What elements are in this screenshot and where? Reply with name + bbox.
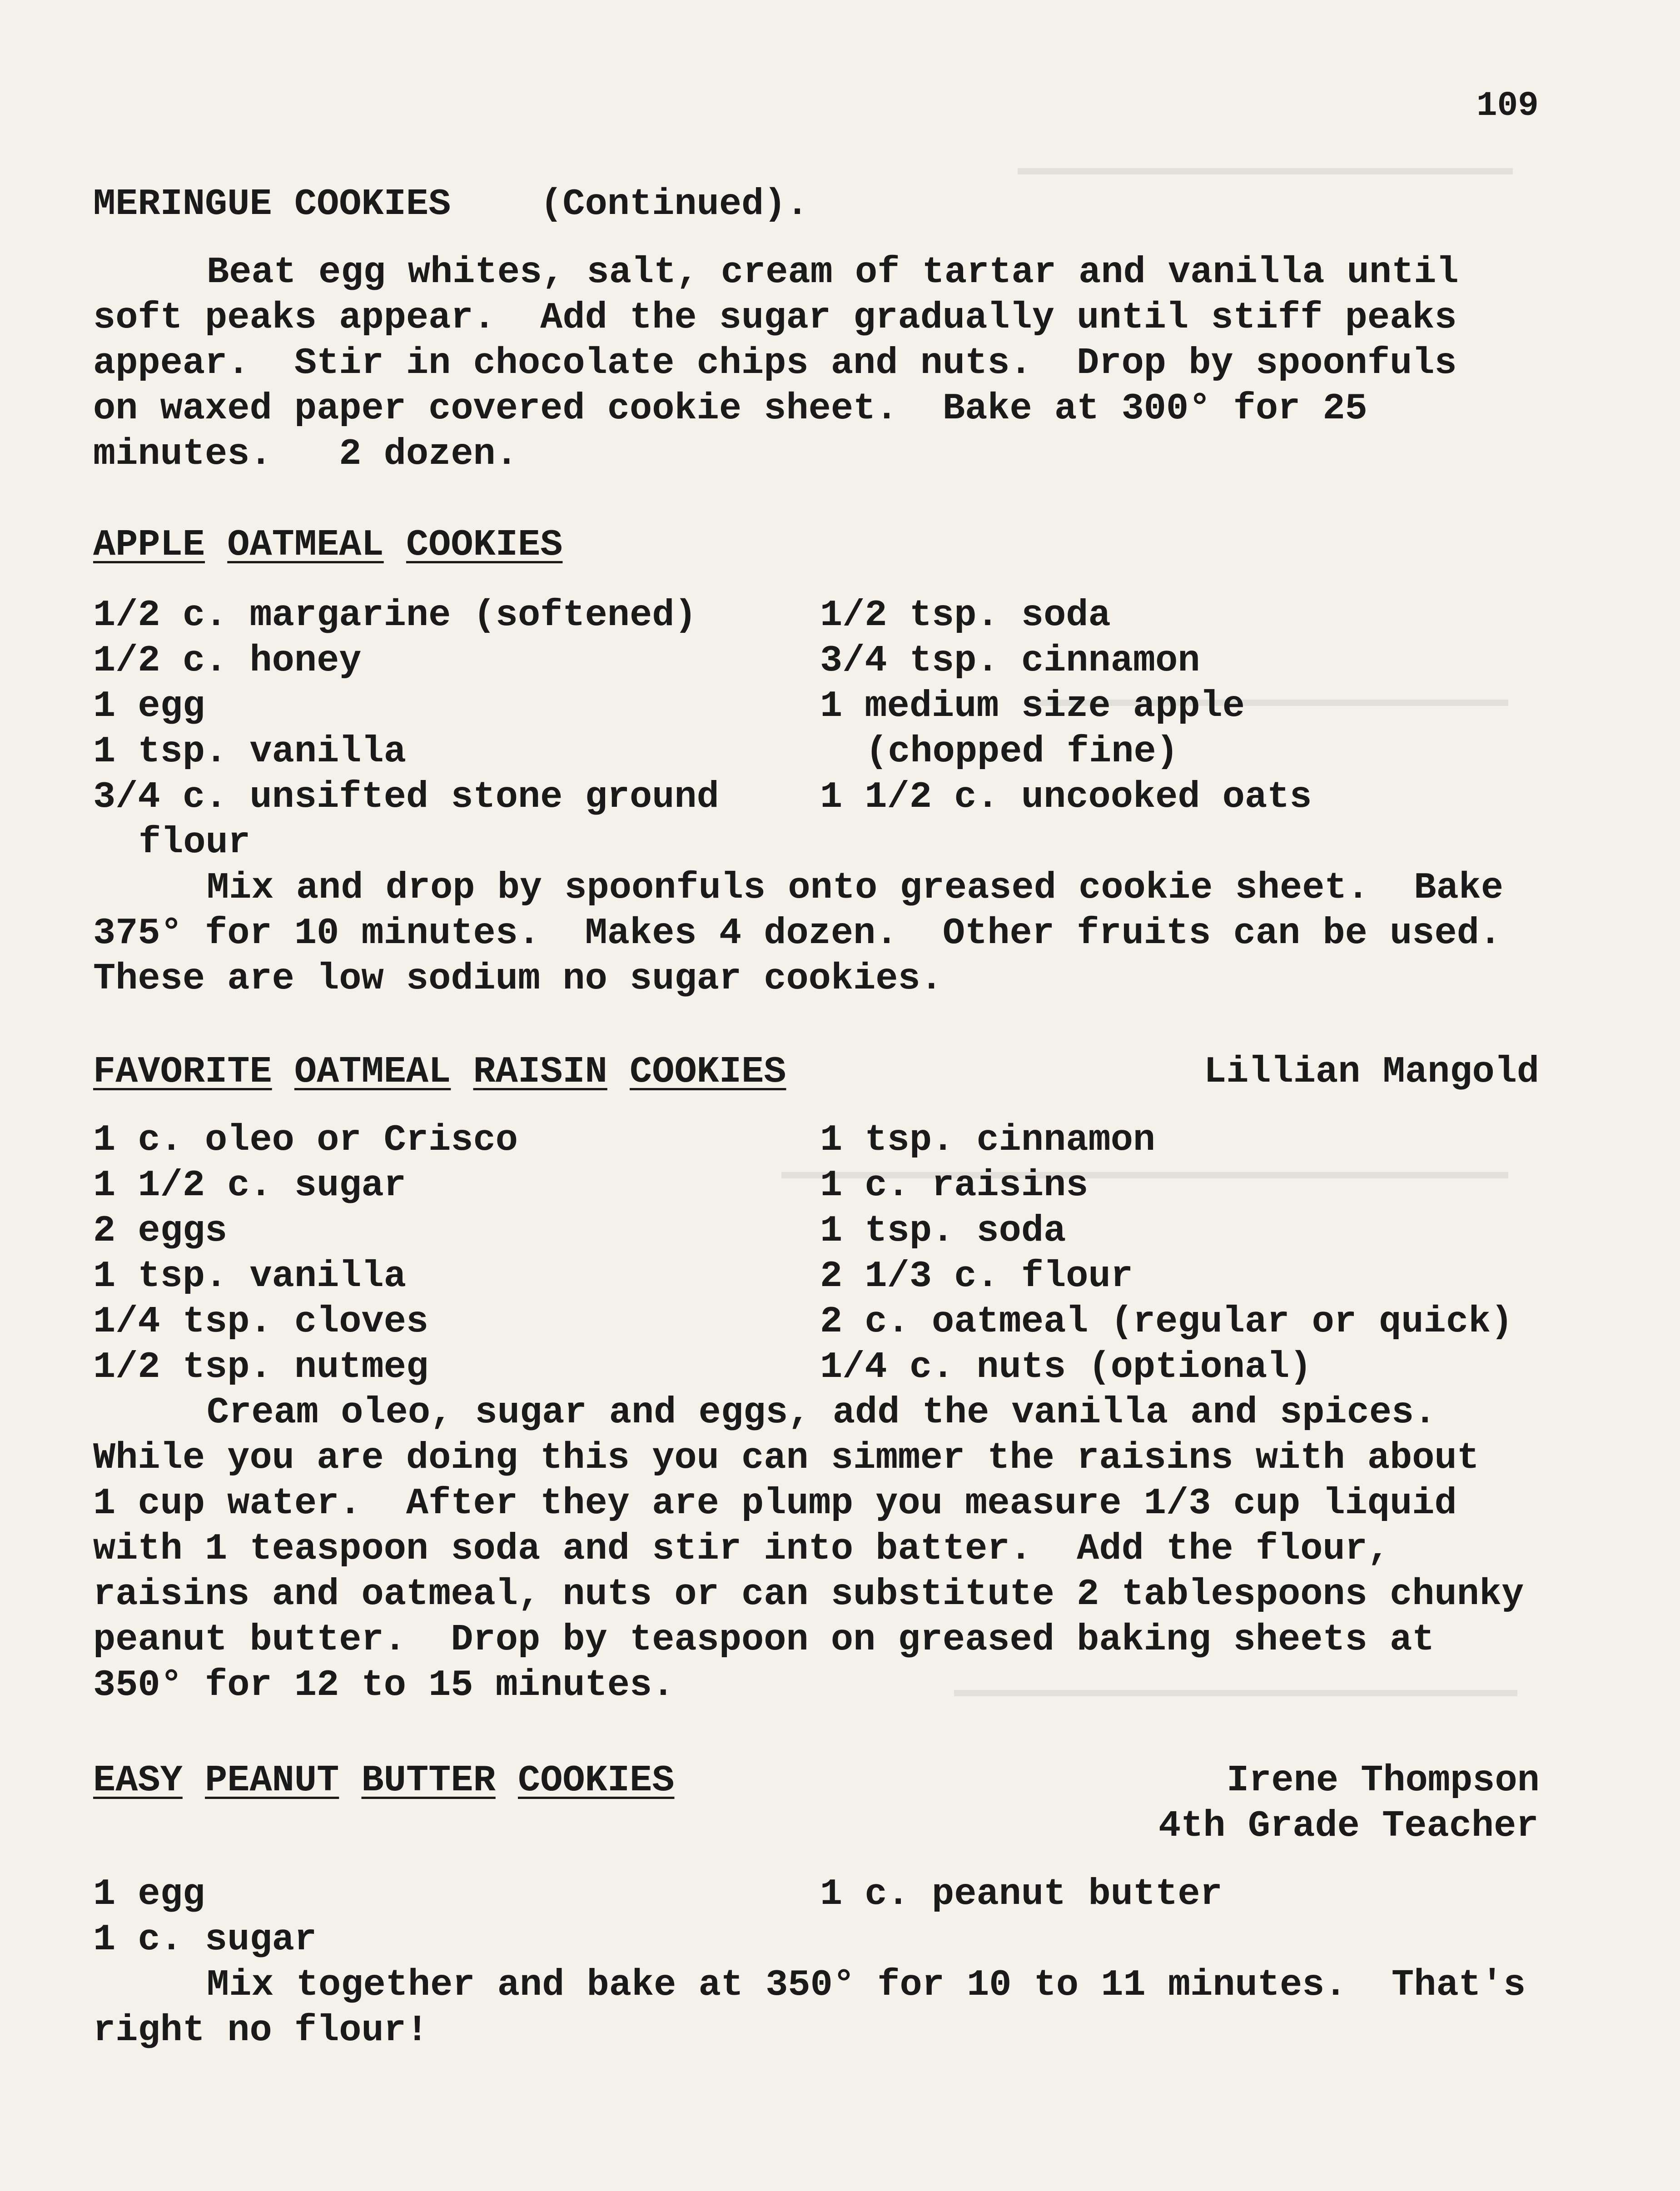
ingredient-left: 1/2 c. margarine (softened) <box>93 594 697 636</box>
ingredient-right: 1 tsp. cinnamon <box>820 1119 1156 1161</box>
raisin-para-line: Cream oleo, sugar and eggs, add the vanilla and spices. <box>207 1391 1436 1434</box>
peanut-para-line: Mix together and bake at 350° for 10 to 11 minutes. That's <box>207 1964 1526 2006</box>
meringue-para-line: minutes. 2 dozen. <box>93 433 518 475</box>
apple-para-line: These are low sodium no sugar cookies. <box>93 958 943 1000</box>
raisin-para-line: While you are doing this you can simmer the raisins with about <box>93 1437 1479 1479</box>
ingredient-left: 1 c. oleo or Crisco <box>93 1119 518 1161</box>
meringue-para-line: on waxed paper covered cookie sheet. Bake at 300° for 25 <box>93 388 1367 430</box>
ingredient-right: 1/2 tsp. soda <box>820 594 1111 636</box>
ingredient-right: (chopped fine) <box>865 730 1178 773</box>
page-number: 109 <box>1476 86 1539 125</box>
meringue-para-line: Beat egg whites, salt, cream of tartar and vanilla until <box>207 251 1459 293</box>
apple-title: APPLE OATMEAL COOKIES <box>93 524 563 566</box>
raisin-author: Lillian Mangold <box>1204 1051 1540 1093</box>
ingredient-left: 1/2 tsp. nutmeg <box>93 1346 429 1388</box>
ingredient-right: 1/4 c. nuts (optional) <box>820 1346 1312 1388</box>
ingredient-right: 1 c. peanut butter <box>820 1873 1223 1915</box>
raisin-para-line: raisins and oatmeal, nuts or can substitute 2 tablespoons chunky <box>93 1573 1524 1615</box>
ingredient-left: 3/4 c. unsifted stone ground <box>93 776 719 818</box>
ingredient-right: 3/4 tsp. cinnamon <box>820 640 1200 682</box>
peanut-para-line: right no flour! <box>93 2009 429 2052</box>
ingredient-right: 2 1/3 c. flour <box>820 1255 1133 1297</box>
ingredient-left: 1 tsp. vanilla <box>93 730 406 773</box>
raisin-title: FAVORITE OATMEAL RAISIN COOKIES <box>93 1051 786 1093</box>
apple-para-line: 375° for 10 minutes. Makes 4 dozen. Other fruits can be used. <box>93 912 1502 954</box>
ingredient-left: flour <box>139 821 251 864</box>
meringue-title: MERINGUE COOKIES <box>93 183 451 225</box>
ingredient-right: 2 c. oatmeal (regular or quick) <box>820 1301 1513 1343</box>
ingredient-right: 1 c. raisins <box>820 1164 1089 1207</box>
raisin-para-line: with 1 teaspoon soda and stir into batter. Add the flour, <box>93 1528 1390 1570</box>
peanut-author: Irene Thompson <box>1227 1759 1540 1802</box>
meringue-continued: (Continued). <box>540 183 809 225</box>
meringue-heading <box>93 182 809 227</box>
raisin-para-line: 350° for 12 to 15 minutes. <box>93 1664 675 1706</box>
ingredient-left: 2 eggs <box>93 1210 228 1252</box>
raisin-para-line: 1 cup water. After they are plump you measure 1/3 cup liquid <box>93 1482 1457 1525</box>
ingredient-left: 1/4 tsp. cloves <box>93 1301 429 1343</box>
ingredient-right: 1 tsp. soda <box>820 1210 1066 1252</box>
ingredient-left: 1 tsp. vanilla <box>93 1255 406 1297</box>
raisin-para-line: peanut butter. Drop by teaspoon on greased baking sheets at <box>93 1619 1435 1661</box>
peanut-author-role: 4th Grade Teacher <box>1158 1805 1539 1847</box>
ingredient-right: 1 medium size apple <box>820 685 1245 727</box>
meringue-para-line: soft peaks appear. Add the sugar gradually until stiff peaks <box>93 297 1457 339</box>
ingredient-left: 1 egg <box>93 685 205 727</box>
ingredient-left: 1 1/2 c. sugar <box>93 1164 406 1207</box>
ingredient-left: 1 egg <box>93 1873 205 1915</box>
meringue-para-line: appear. Stir in chocolate chips and nuts. Drop by spoonfuls <box>93 342 1457 384</box>
ingredient-right: 1 1/2 c. uncooked oats <box>820 776 1312 818</box>
apple-para-line: Mix and drop by spoonfuls onto greased cookie sheet. Bake <box>207 867 1504 909</box>
peanut-title: EASY PEANUT BUTTER COOKIES <box>93 1759 675 1802</box>
ingredient-left: 1/2 c. honey <box>93 640 362 682</box>
ingredient-left: 1 c. sugar <box>93 1918 317 1961</box>
